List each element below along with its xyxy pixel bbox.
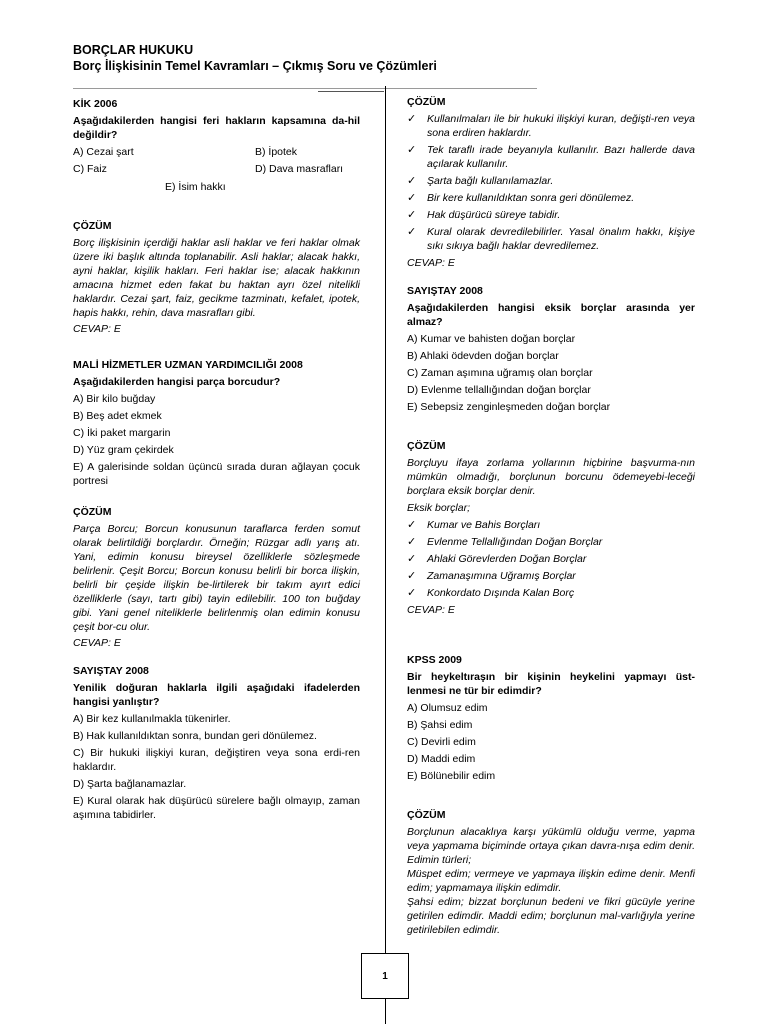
solution-label: ÇÖZÜM	[407, 96, 446, 108]
solution-paragraph: Şahsi edim; bizzat borçlunun bedeni ve fikri gücüyle yerine getirilen edimdir. Maddi edim; borçlunun mal-varlığıyla yerine getirilebilen edimdir.	[407, 896, 695, 936]
check-icon: ✓	[407, 113, 417, 125]
answer-key: CEVAP: E	[407, 257, 455, 269]
header-rule-short	[318, 91, 384, 92]
solution-text: Parça Borcu; Borcun konusunun taraflarca ferden somut olarak belirtildiği borçlardır. Örneğin; Rüzgar adlı yarış atı. Yani, edimin konusu bireysel özelliklerle sözleşmede belirlenir. Çeşit Borcu; Borcun konusu belirli bir borca ilişkin, belirli bir çeşide ilişkin be-lirtilerek bir takım ayırt edici özelliklerle (sayı, tartı gibi) tayin edilebilir. 100 ton buğday gibi. Yani genel niteliklerle belirlenmiş olan edimin konusu çeşit bor-cu olur.	[73, 523, 360, 633]
checklist-item: ✓ Tek taraflı irade beyanıyla kullanılır. Bazı hallerde dava açılarak kullanılır.	[407, 144, 695, 170]
option-b: B) Ahlaki ödevden doğan borçlar	[407, 350, 559, 362]
checklist-item: ✓ Konkordato Dışında Kalan Borç	[407, 587, 575, 599]
option-a: A) Bir kez kullanılmakla tükenirler.	[73, 713, 231, 725]
solution-block-sayistay-2008-a	[407, 95, 695, 270]
option-a: A) Cezai şart	[73, 146, 134, 158]
document-subtitle: Borç İlişkisinin Temel Kavramları – Çıkmış Soru ve Çözümleri	[73, 59, 437, 73]
solution-label: ÇÖZÜM	[407, 440, 446, 452]
option-a: A) Bir kilo buğday	[73, 393, 156, 405]
option-a: A) Olumsuz edim	[407, 702, 488, 714]
solution-label: ÇÖZÜM	[407, 809, 446, 821]
question-block-kpss-2009	[407, 653, 695, 937]
solution-checklist	[407, 112, 695, 253]
check-icon: ✓	[407, 570, 417, 582]
answer-key: CEVAP: E	[73, 323, 121, 335]
option-d: D) Yüz gram çekirdek	[73, 444, 174, 456]
list-title: Eksik borçlar;	[407, 502, 471, 514]
check-icon: ✓	[407, 192, 417, 204]
page-number: 1	[382, 970, 388, 982]
solution-label: ÇÖZÜM	[73, 220, 112, 232]
question-text: Aşağıdakilerden hangisi eksik borçlar arasında yer almaz?	[407, 302, 695, 328]
checklist-item: ✓ Kullanılmaları ile bir hukuki ilişkiyi kuran, değişti-ren veya sona erdiren haklardır.	[407, 113, 695, 139]
solution-text: Borçluyu ifaya zorlama yollarının hiçbirine başvurma-nın mümkün olmadığı, borçlunun borcunu ödemeyebi-leceği borçlara eksik borçlar denir.	[407, 457, 695, 497]
checklist-item: ✓ Ahlaki Görevlerden Doğan Borçlar	[407, 553, 587, 565]
option-e: E) Kural olarak hak düşürücü sürelere bağlı olmayıp, zaman aşımına tabidirler.	[73, 795, 360, 821]
answer-key: CEVAP: E	[407, 604, 455, 616]
checklist-item: ✓ Bir kere kullanıldıktan sonra geri dönülemez.	[407, 192, 635, 204]
option-c: C) Zaman aşımına uğramış olan borçlar	[407, 367, 593, 379]
header-rule	[73, 88, 537, 89]
check-icon: ✓	[407, 144, 417, 156]
left-column	[73, 97, 360, 825]
option-d: D) Dava masrafları	[255, 163, 344, 175]
option-c: C) Devirli edim	[407, 736, 476, 748]
check-icon: ✓	[407, 536, 417, 548]
document-title: BORÇLAR HUKUKU	[73, 43, 194, 57]
option-b: B) Şahsi edim	[407, 719, 473, 731]
check-icon: ✓	[407, 587, 417, 599]
option-d: D) Şarta bağlanamazlar.	[73, 778, 187, 790]
check-icon: ✓	[407, 209, 417, 221]
document-header	[73, 42, 713, 74]
option-d: D) Maddi edim	[407, 753, 476, 765]
answer-options	[73, 145, 360, 176]
check-icon: ✓	[407, 175, 417, 187]
solution-paragraph: Borçlunun alacaklıya karşı yükümlü olduğu verme, yapma veya yapmama biçiminde ortaya çıkan davra-nışa edim denir. Edimin türleri;	[407, 826, 695, 866]
option-c: C) İki paket margarin	[73, 427, 171, 439]
checklist-item: ✓ Kumar ve Bahis Borçları	[407, 519, 541, 531]
checklist-item: ✓ Kural olarak devredilebilirler. Yasal önalım hakkı, kişiye sıkı sıkıya bağlı haklar devredilemez.	[407, 226, 695, 252]
checklist-item: ✓ Zamanaşımına Uğramış Borçlar	[407, 570, 576, 582]
option-e: E) İsim hakkı	[165, 181, 226, 193]
solution-paragraph: Müspet edim; vermeye ve yapmaya ilişkin edime denir. Menfi edim; yapmamaya ilişkin edimdir.	[407, 868, 695, 894]
checklist-item: ✓ Şarta bağlı kullanılamazlar.	[407, 175, 554, 187]
option-c: C) Faiz	[73, 163, 107, 175]
question-block-sayistay-2008-b	[407, 284, 695, 617]
option-d: D) Evlenme tellallığından doğan borçlar	[407, 384, 591, 396]
question-text: Aşağıdakilerden hangisi parça borcudur?	[73, 376, 281, 388]
option-c: C) Bir hukuki ilişkiyi kuran, değiştiren veya sona erdi-ren haklardır.	[73, 747, 360, 773]
option-a: A) Kumar ve bahisten doğan borçlar	[407, 333, 576, 345]
solution-checklist	[407, 518, 695, 600]
question-block-mali-hizmetler-2008	[73, 358, 360, 650]
option-b: B) Beş adet ekmek	[73, 410, 162, 422]
answer-key: CEVAP: E	[73, 637, 121, 649]
question-source-label: KİK 2006	[73, 98, 118, 110]
option-e: E) Bölünebilir edim	[407, 770, 496, 782]
check-icon: ✓	[407, 519, 417, 531]
question-text: Yenilik doğuran haklarla ilgili aşağıdaki ifadelerden hangisi yanlıştır?	[73, 682, 360, 708]
question-source-label: SAYIŞTAY 2008	[407, 285, 483, 297]
check-icon: ✓	[407, 226, 417, 238]
question-source-label: SAYIŞTAY 2008	[73, 665, 149, 677]
column-divider	[385, 86, 386, 1024]
checklist-item: ✓ Hak düşürücü süreye tabidir.	[407, 209, 561, 221]
solution-label: ÇÖZÜM	[73, 506, 112, 518]
solution-text: Borç ilişkisinin içerdiği haklar asli haklar ve feri haklar olmak üzere iki başlık altında toplanabilir. Asli haklar; alacak hakkı, ayni haklar, kişilik hakları. Feri haklar ise; alacak hakkının amacına hizmet eden fakat bu haktan ayrı özel nitelikli haklardır. Cezai şart, faiz, gecikme tazminatı, kefalet, ipotek, hapis hakkı, rehin, dava masrafları gibi.	[73, 237, 360, 319]
question-source-label: MALİ HİZMETLER UZMAN YARDIMCILIĞI 2008	[73, 359, 303, 371]
question-block-sayistay-2008-a	[73, 664, 360, 822]
right-column	[407, 95, 695, 937]
option-e: E) A galerisinde soldan üçüncü sırada duran ağlayan çocuk portresi	[73, 461, 360, 487]
option-e: E) Sebepsiz zenginleşmeden doğan borçlar	[407, 401, 611, 413]
option-b: B) Hak kullanıldıktan sonra, bundan geri dönülemez.	[73, 730, 317, 742]
question-source-label: KPSS 2009	[407, 654, 462, 666]
page-number-box	[361, 953, 409, 999]
question-block-kik-2006	[73, 97, 360, 336]
question-text: Bir heykeltıraşın bir kişinin heykelini yapmayı üst-lenmesi ne tür bir edimdir?	[407, 671, 695, 697]
check-icon: ✓	[407, 553, 417, 565]
option-b: B) İpotek	[255, 146, 298, 158]
checklist-item: ✓ Evlenme Tellallığından Doğan Borçlar	[407, 536, 603, 548]
question-text: Aşağıdakilerden hangisi feri hakların kapsamına da-hil değildir?	[73, 115, 360, 141]
